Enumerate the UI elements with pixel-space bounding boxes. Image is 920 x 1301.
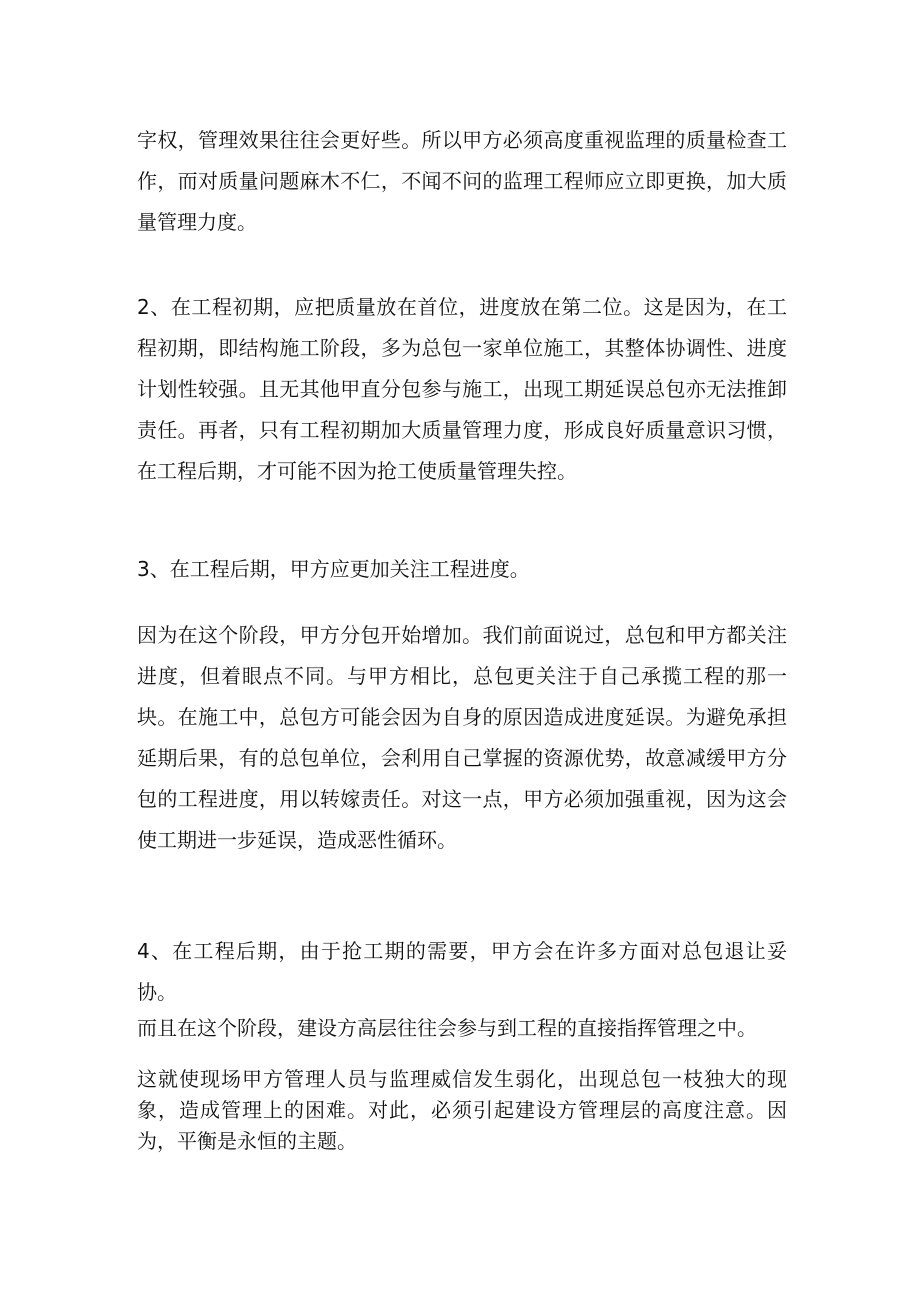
paragraph-point-3-body: 因为在这个阶段，甲方分包开始增加。我们前面说过，总包和甲方都关注进度，但着眼点不同。与甲方相比，总包更关注于自己承揽工程的那一块。在施工中，总包方可能会因为自身的原因造成进度延误。为避免承担延期后果，有的总包单位，会利用自己掌握的资源优势，故意减缓甲方分包的工程进度，用以转嫁责任。对这一点，甲方必须加强重视，因为这会使工期进一步延误，造成恶性循环。 [137, 623, 787, 852]
paragraph-conclusion: 这就使现场甲方管理人员与监理威信发生弱化，出现总包一枝独大的现象，造成管理上的困难。对此，必须引起建设方管理层的高度注意。因为，平衡是永恒的主题。 [137, 1067, 787, 1153]
paragraph-point-4-heading: 4、在工程后期，由于抢工期的需要，甲方会在许多方面对总包退让妥协。 [137, 939, 787, 1004]
paragraph-point-4-body: 而且在这个阶段，建设方高层往往会参与到工程的直接指挥管理之中。 [137, 1016, 757, 1040]
paragraph-quality-inspection: 字权，管理效果往往会更好些。所以甲方必须高度重视监理的质量检查工作，而对质量问题麻木不仁，不闻不问的监理工程师应立即更换，加大质量管理力度。 [137, 128, 787, 234]
paragraph-point-3-heading: 3、在工程后期，甲方应更加关注工程进度。 [137, 557, 530, 581]
paragraph-point-2: 2、在工程初期，应把质量放在首位，进度放在第二位。这是因为，在工程初期，即结构施工阶段，多为总包一家单位施工，其整体协调性、进度计划性较强。且无其他甲直分包参与施工，出现工期延误总包亦无法推卸责任。再者，只有工程初期加大质量管理力度，形成良好质量意识习惯，在工程后期，才可能不因为抢工使质量管理失控。 [137, 295, 787, 483]
